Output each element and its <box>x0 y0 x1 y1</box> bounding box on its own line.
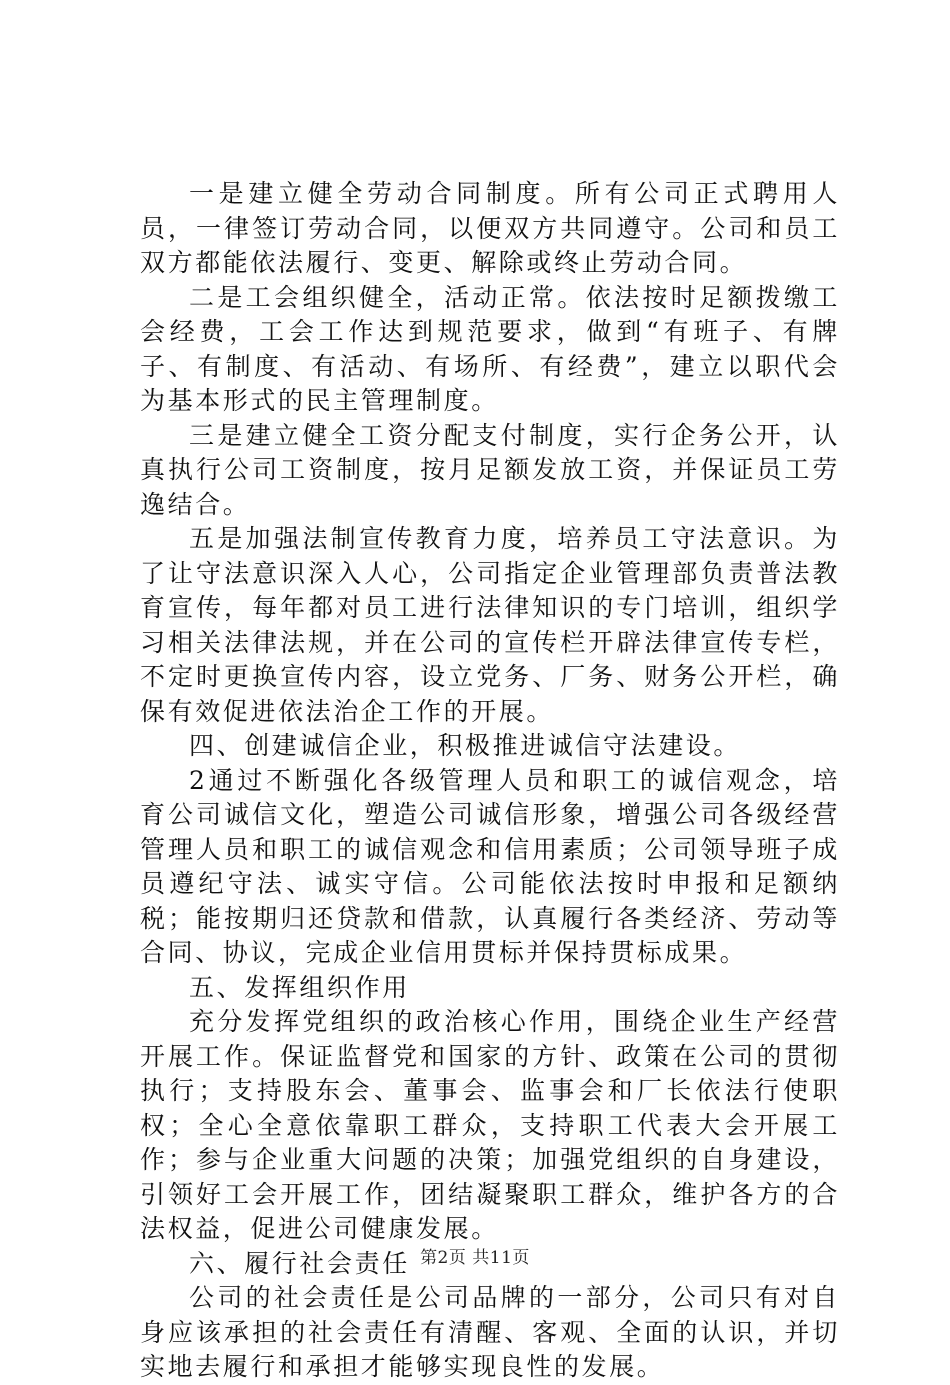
paragraph-social-responsibility: 公司的社会责任是公司品牌的一部分，公司只有对自身应该承担的社会责任有清醒、客观、全面的认识，并切实地去履行和承担才能够实现良性的发展。 <box>140 1283 840 1381</box>
page-number-label: 第2页 共11页 <box>420 1248 530 1268</box>
paragraph-wage-system: 三是建立健全工资分配支付制度，实行企务公开，认真执行公司工资制度，按月足额发放工资，并保证员工劳逸结合。 <box>140 420 840 519</box>
section-heading-social-responsibility: 六、履行社会责任 <box>189 1248 410 1278</box>
document-body <box>140 177 840 1385</box>
paragraph-legal-education: 五是加强法制宣传教育力度，培养员工守法意识。为了让守法意识深入人心，公司指定企业管理部负责普法教育宣传，每年都对员工进行法律知识的专门培训，组织学习相关法律法规，并在公司的宣传栏开辟法律宣传专栏，不定时更换宣传内容，设立党务、厂务、财务公开栏，确保有效促进依法治企工作的开展。 <box>140 524 840 726</box>
paragraph-trade-union: 二是工会组织健全，活动正常。依法按时足额拨缴工会经费，工会工作达到规范要求，做到“有班子、有牌子、有制度、有活动、有场所、有经费”，建立以职代会为基本形式的民主管理制度。 <box>140 282 840 415</box>
page-footer <box>0 1243 950 1268</box>
paragraph-integrity: 2通过不断强化各级管理人员和职工的诚信观念，培育公司诚信文化，塑造公司诚信形象，增强公司各级经营管理人员和职工的诚信观念和信用素质；公司领导班子成员遵纪守法、诚实守信。公司能依法按时申报和足额纳税；能按期归还贷款和借款，认真履行各类经济、劳动等合同、协议，完成企业信用贯标并保持贯标成果。 <box>140 765 840 967</box>
section-heading-organization: 五、发挥组织作用 <box>189 972 410 1002</box>
section-heading-integrity: 四、创建诚信企业，积极推进诚信守法建设。 <box>189 731 742 760</box>
paragraph-party-organization: 充分发挥党组织的政治核心作用，围绕企业生产经营开展工作。保证监督党和国家的方针、政策在公司的贯彻执行；支持股东会、董事会、监事会和厂长依法行使职权；全心全意依靠职工群众，支持职工代表大会开展工作；参与企业重大问题的决策；加强党组织的自身建设，引领好工会开展工作，团结凝聚职工群众，维护各方的合法权益，促进公司健康发展。 <box>140 1007 840 1243</box>
paragraph-labor-contract: 一是建立健全劳动合同制度。所有公司正式聘用人员，一律签订劳动合同，以便双方共同遵守。公司和员工双方都能依法履行、变更、解除或终止劳动合同。 <box>140 179 840 277</box>
